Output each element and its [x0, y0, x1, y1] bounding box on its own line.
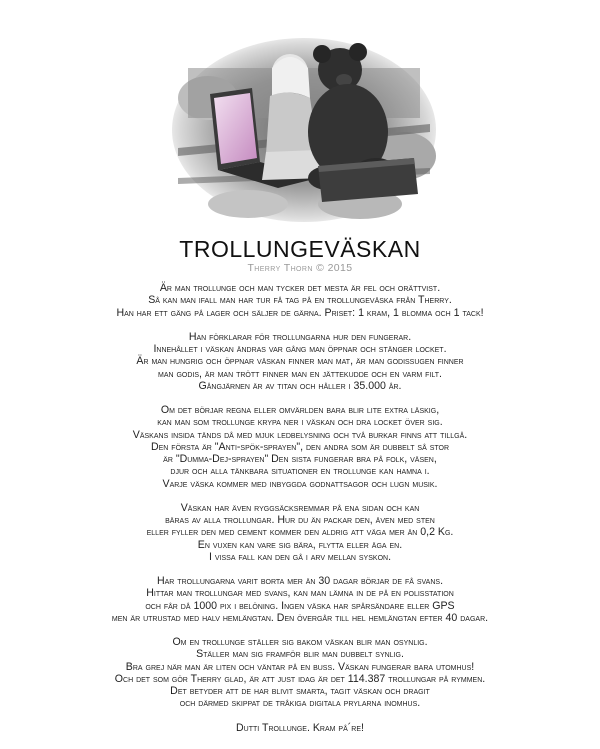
- paragraph-line: man godis, är man trött finner man en jättekudde och en varm filt.: [157, 367, 442, 380]
- story-paragraph: [40, 636, 560, 710]
- paragraph-line: Gångjärnen är av titan och håller i 35.000 år.: [198, 379, 402, 392]
- paragraph-line: Är man hungrig och öppnar väskan finner man mat, är man godissugen finner: [136, 355, 464, 368]
- paragraph-line: Har trollungarna varit borta mer än 30 dagar börjar de få svans.: [156, 575, 444, 587]
- paragraph-line: är "Dumma-Dej-sprayen" Den sista fungerar bra på folk, väsen,: [163, 453, 437, 465]
- paragraph-line: Och det som gör Therry glad, är att just idag är det 114.387 trollungar på rymmen.: [114, 672, 486, 685]
- paragraph-line: Väskan har även ryggsäcksremmar på ena sidan och kan: [180, 501, 420, 514]
- paragraph-line: Dutti Trollunge. Kram på´re!: [236, 721, 364, 734]
- paragraph-line: Bra grej när man är liten och väntar på en buss. Väskan fungerar bara utomhus!: [125, 660, 475, 673]
- story-paragraph: [40, 404, 560, 490]
- paragraph-line: Varje väska kommer med inbyggda godnattsagor och lugn musik.: [162, 477, 438, 490]
- paragraph-line: och får då 1000 pix i belöning. Ingen väska har spårsändare eller GPS: [145, 599, 455, 612]
- paragraph-line: men är utrustad med halv hemlängtan. Den övergår till hel hemlängtan efter 40 dagar.: [111, 611, 489, 624]
- paragraph-line: och därmed skippat de tråkiga digitala prylarna inomhus.: [179, 697, 421, 710]
- paragraph-line: Det betyder att de har blivit smarta, tagit väskan och dragit: [170, 685, 430, 697]
- paragraph-line: Ställer man sig framför blir man dubbelt synlig.: [196, 648, 404, 661]
- paragraph-line: Är man trollunge och man tycker det mesta är fel och orättvist.: [159, 282, 441, 294]
- paragraph-line: bäras av alla trollungar. Hur du än packar den, även med sten: [165, 514, 435, 526]
- page-title: TROLLUNGEVÄSKAN: [179, 236, 421, 262]
- paragraph-line: Han har ett gäng på lager och säljer de gärna. Priset: 1 kram, 1 blomma och 1 tack!: [116, 306, 484, 319]
- paragraph-line: kan man som trollunge krypa ner i väskan och dra locket över sig.: [157, 416, 443, 429]
- story-paragraph: [40, 502, 560, 563]
- paragraph-line: Den första är "Anti-spök-sprayen", den andra som är dubbelt så stor: [150, 440, 450, 453]
- story-paragraph: [40, 575, 560, 624]
- story-paragraph: [40, 331, 560, 392]
- paragraph-line: Om det börjar regna eller omvärlden bara blir lite extra läskig,: [160, 404, 440, 416]
- author-byline: Therry Thorn © 2015: [247, 262, 353, 274]
- header-photo: [168, 28, 483, 233]
- photo-watermark: THERRY: [437, 204, 483, 215]
- paragraph-line: Han förklarar för trollungarna hur den fungerar.: [188, 330, 412, 343]
- paragraph-line: En vuxen kan vare sig bära, flytta eller äga en.: [197, 538, 403, 551]
- paragraph-line: eller fyller den med cement kommer den aldrig att väga mer än 0,2 Kg.: [146, 526, 454, 539]
- paragraph-line: I vissa fall kan den gå i arv mellan syskon.: [208, 550, 392, 563]
- photo-vignette-illustration: [168, 28, 440, 233]
- paragraph-line: Så kan man ifall man har tur få tag på en trollungeväska från Therry.: [148, 294, 452, 307]
- paragraph-line: djur och alla tänkbara situationer en trollunge kan hamna i.: [170, 465, 430, 478]
- paragraph-line: Väskans insida tänds då med mjuk ledbelysning och två burkar finns att tillgå.: [132, 428, 468, 441]
- paragraph-line: Hittar man trollungar med svans, kan man lämna in de på en polisstation: [146, 587, 454, 600]
- story-body: [40, 282, 560, 746]
- paragraph-line: Innehållet i väskan ändras var gång man öppnar och stänger locket.: [153, 343, 447, 355]
- story-paragraph: [40, 722, 560, 734]
- story-paragraph: [40, 282, 560, 319]
- paragraph-line: Om en trollunge ställer sig bakom väskan blir man osynlig.: [172, 636, 428, 648]
